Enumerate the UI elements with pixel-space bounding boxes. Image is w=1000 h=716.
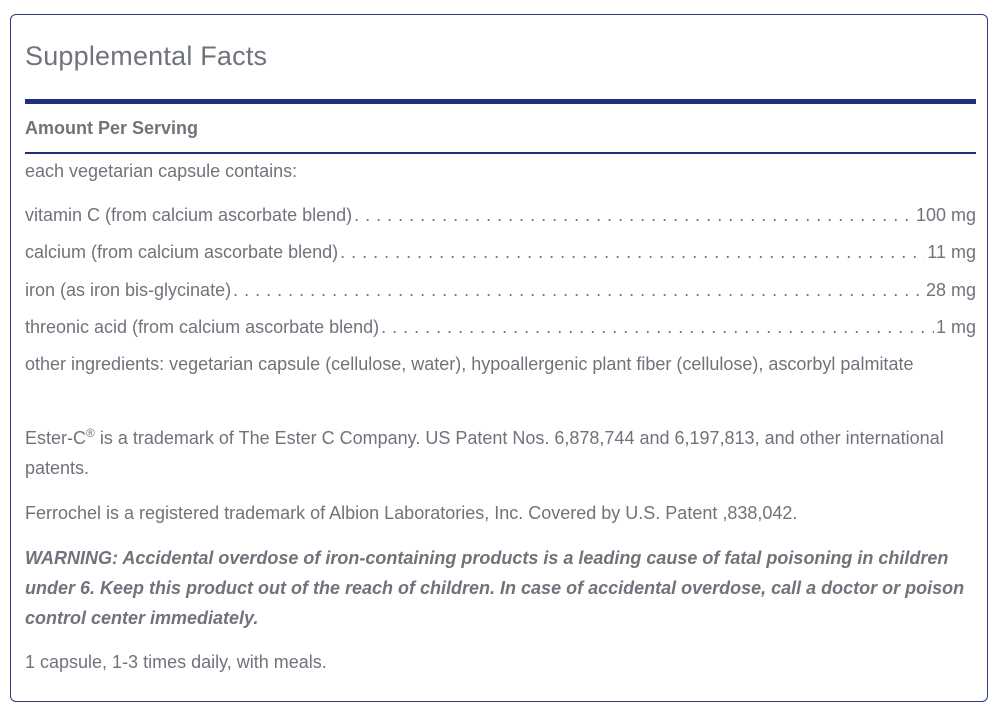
ferrochel-trademark-note: Ferrochel is a registered trademark of Albion Laboratories, Inc. Covered by U.S. Patent ,838,042.: [25, 503, 798, 523]
leader-dots: [381, 312, 934, 342]
ingredient-row: [25, 275, 976, 305]
ester-c-trademark-note: [25, 423, 975, 483]
ingredient-row: [25, 312, 976, 342]
thin-divider: [25, 152, 976, 154]
ingredient-amount: 1 mg: [935, 317, 976, 337]
ingredient-name: calcium (from calcium ascorbate blend): [25, 242, 339, 262]
ingredient-amount: 11 mg: [927, 242, 976, 262]
amount-per-serving-header: Amount Per Serving: [25, 118, 199, 138]
ingredient-name: vitamin C (from calcium ascorbate blend): [25, 205, 353, 225]
ingredient-row: [25, 200, 976, 230]
ingredient-amount: 100 mg: [915, 205, 976, 225]
leader-dots: [233, 275, 924, 305]
intro-text: each vegetarian capsule contains:: [25, 161, 298, 181]
ester-c-mark: Ester-C: [25, 428, 87, 448]
iron-warning: WARNING: Accidental overdose of iron-containing products is a leading cause of fatal poisoning in children under 6. Keep this product out of the reach of children. In case of accidental overdose, call a doctor or poison control center immediately.: [25, 548, 965, 628]
ingredient-row: [25, 237, 976, 267]
thick-divider: [25, 99, 976, 104]
ingredient-name: threonic acid (from calcium ascorbate blend): [25, 317, 380, 337]
ingredient-amount: 28 mg: [925, 280, 976, 300]
leader-dots: [354, 200, 914, 230]
ester-c-text: is a trademark of The Ester C Company. US Patent Nos. 6,878,744 and 6,197,813, and other international patents.: [25, 428, 944, 478]
facts-title: Supplemental Facts: [25, 41, 268, 71]
ingredient-name: iron (as iron bis-glycinate): [25, 280, 232, 300]
leader-dots: [340, 237, 925, 267]
supplement-facts-card: [10, 14, 988, 702]
other-ingredients: other ingredients: vegetarian capsule (cellulose, water), hypoallergenic plant fiber (cellulose), ascorbyl palmitate: [25, 354, 914, 374]
dosage-instructions: 1 capsule, 1-3 times daily, with meals.: [25, 652, 327, 672]
registered-symbol: ®: [86, 426, 95, 440]
